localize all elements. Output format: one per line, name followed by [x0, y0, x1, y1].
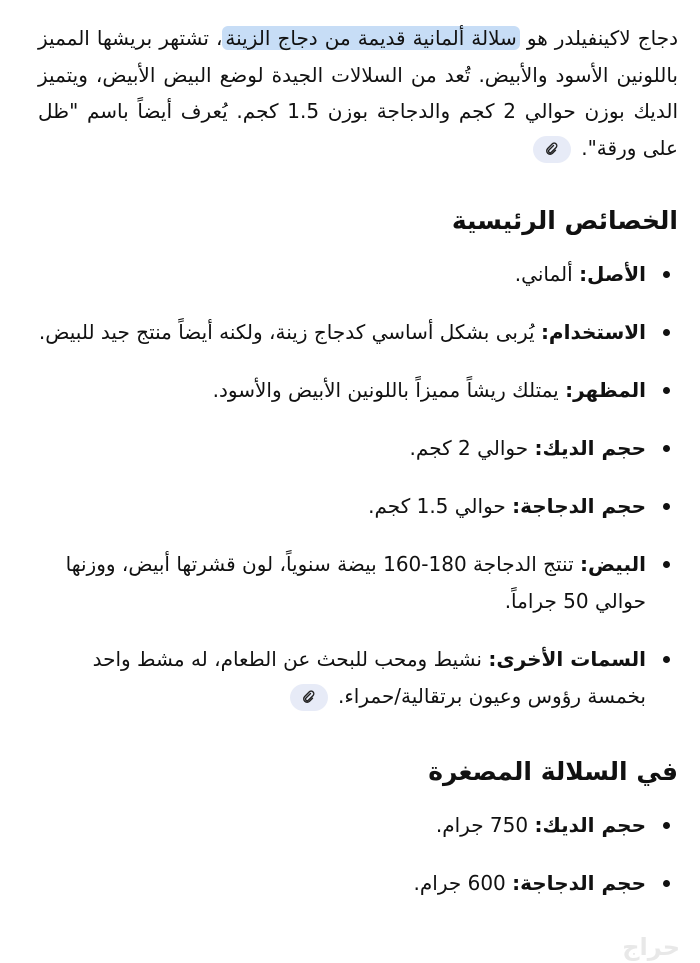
watermark-logo: حراج	[622, 933, 680, 961]
document	[38, 20, 678, 923]
features-list	[38, 256, 678, 715]
item-label: الأصل:	[579, 262, 646, 286]
item-text: 600 جرام.	[413, 871, 513, 895]
list-item	[38, 488, 678, 525]
link-icon	[302, 690, 316, 704]
link-icon	[545, 142, 559, 156]
section-heading-miniature: في السلالة المصغرة	[428, 757, 678, 786]
item-label: حجم الدجاجة:	[512, 494, 646, 518]
item-text: ألماني.	[514, 262, 580, 286]
section-heading-main-features: الخصائص الرئيسية	[451, 206, 678, 235]
intro-text-start: دجاج لاكينفيلدر هو	[519, 26, 678, 50]
item-text: 750 جرام.	[435, 813, 535, 837]
list-item	[38, 641, 678, 715]
item-label: السمات الأخرى:	[488, 647, 646, 671]
item-text: يمتلك ريشاً مميزاً باللونين الأبيض والأسود.	[212, 378, 566, 402]
item-label: البيض:	[580, 552, 646, 576]
intro-text-end: ، تشتهر بريشها المميز باللونين الأسود والأبيض. تُعد من السلالات الجيدة لوضع البيض الأبيض، ويتميز الديك بوزن حوالي 2 كجم والدجاجة بوزن 1.5 كجم. يُعرف أيضاً باسم "ظل على ورقة".	[38, 26, 679, 160]
miniature-list	[38, 807, 678, 902]
list-item	[38, 865, 678, 902]
list-item	[38, 314, 678, 351]
list-item	[38, 807, 678, 844]
item-label: المظهر:	[565, 378, 646, 402]
item-label: حجم الديك:	[534, 813, 646, 837]
list-item	[38, 546, 678, 620]
item-label: حجم الدجاجة:	[512, 871, 646, 895]
list-item	[38, 256, 678, 293]
highlighted-text[interactable]: سلالة ألمانية قديمة من دجاج الزينة	[222, 26, 519, 50]
item-text: حوالي 2 كجم.	[409, 436, 535, 460]
intro-paragraph	[38, 20, 678, 166]
item-text: نشيط ومحب للبحث عن الطعام، له مشط واحد بخمسة رؤوس وعيون برتقالية/حمراء.	[92, 647, 646, 708]
list-item	[38, 430, 678, 467]
item-text: يُربى بشكل أساسي كدجاج زينة، ولكنه أيضاً منتج جيد للبيض.	[38, 320, 541, 344]
item-text: حوالي 1.5 كجم.	[368, 494, 513, 518]
list-item	[38, 372, 678, 409]
source-link-button[interactable]	[533, 136, 571, 163]
item-label: الاستخدام:	[540, 320, 646, 344]
item-text: تنتج الدجاجة 180-160 بيضة سنوياً، لون قشرتها أبيض، ووزنها حوالي 50 جراماً.	[65, 552, 646, 613]
item-label: حجم الديك:	[534, 436, 646, 460]
source-link-button[interactable]	[290, 684, 328, 711]
